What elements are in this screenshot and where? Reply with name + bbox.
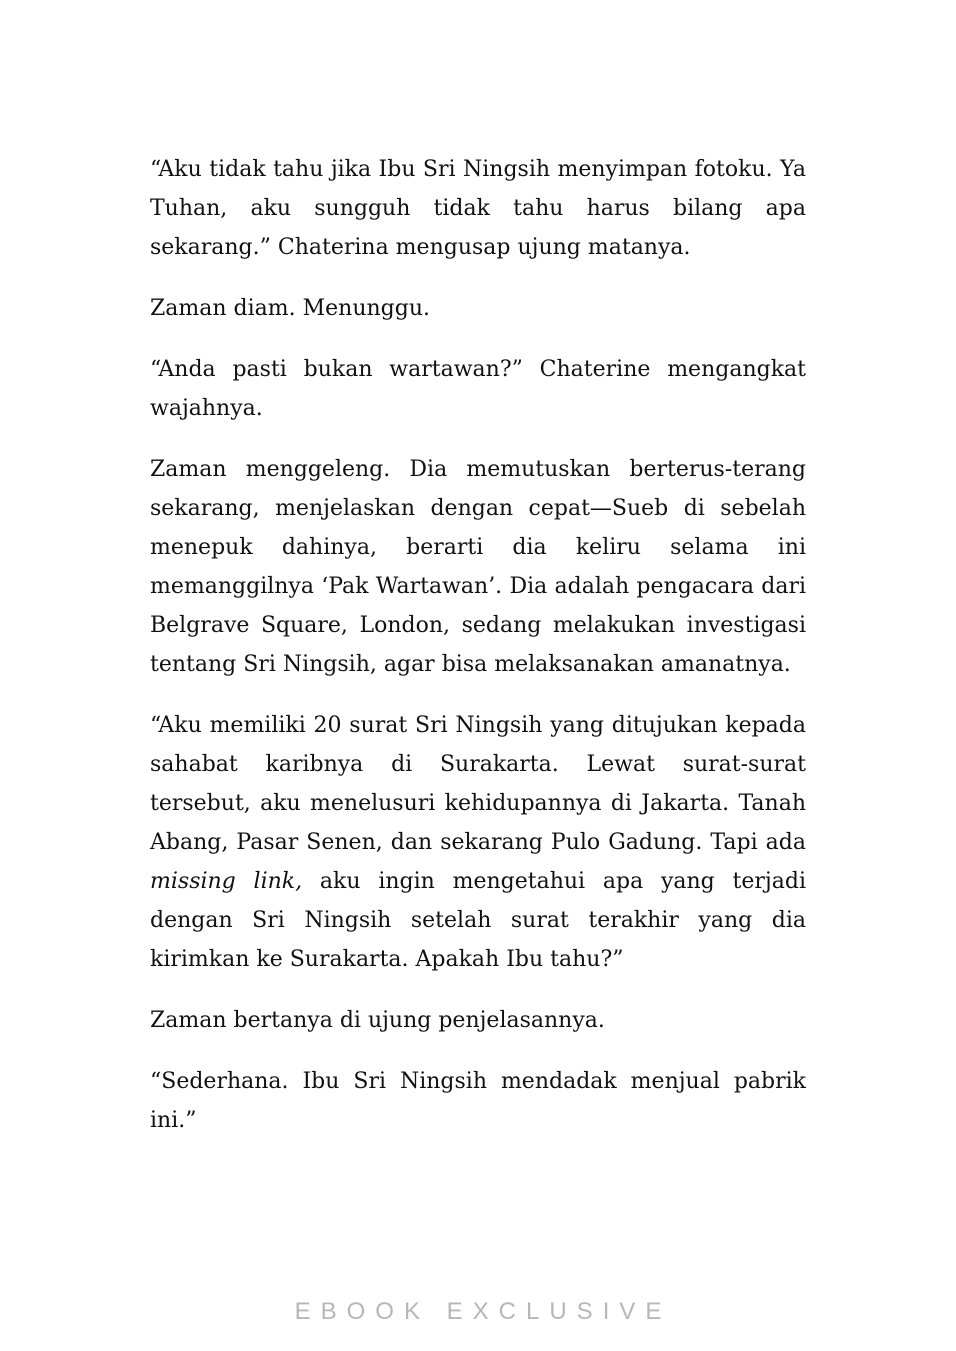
- paragraph-5-italic-phrase: missing link,: [150, 869, 303, 894]
- paragraph-2: Zaman diam. Menunggu.: [150, 296, 431, 321]
- paragraph-3: “Anda pasti bukan wartawan?” Chaterine mengangkat wajahnya.: [150, 357, 806, 421]
- paragraph-1: “Aku tidak tahu jika Ibu Sri Ningsih menyimpan fotoku. Ya Tuhan, aku sungguh tidak tahu harus bilang apa sekarang.” Chaterina mengusap ujung matanya.: [150, 157, 806, 260]
- paragraph-4: Zaman menggeleng. Dia memutuskan berterus-terang sekarang, menjelaskan dengan cepat—Sueb di sebelah menepuk dahinya, berarti dia keliru selama ini memanggilnya ‘Pak Wartawan’. Dia adalah pengacara dari Belgrave Square, London, sedang melakukan investigasi tentang Sri Ningsih, agar bisa melaksanakan amanatnya.: [150, 457, 806, 677]
- book-page-body: [150, 150, 806, 1140]
- paragraph-5: [150, 706, 806, 979]
- paragraph-6: Zaman bertanya di ujung penjelasannya.: [150, 1008, 605, 1033]
- paragraph-5-text-end: aku ingin mengetahui apa yang terjadi dengan Sri Ningsih setelah surat terakhir yang dia kirimkan ke Surakarta. Apakah Ibu tahu?”: [150, 869, 806, 972]
- paragraph-5-text-start: “Aku memiliki 20 surat Sri Ningsih yang ditujukan kepada sahabat karibnya di Surakarta. Lewat surat-surat tersebut, aku menelusuri kehidupannya di Jakarta. Tanah Abang, Pasar Senen, dan sekarang Pulo Gadung. Tapi ada: [150, 713, 806, 855]
- paragraph-7: “Sederhana. Ibu Sri Ningsih mendadak menjual pabrik ini.”: [150, 1069, 806, 1133]
- ebook-exclusive-footer: EBOOK EXCLUSIVE: [294, 1298, 672, 1325]
